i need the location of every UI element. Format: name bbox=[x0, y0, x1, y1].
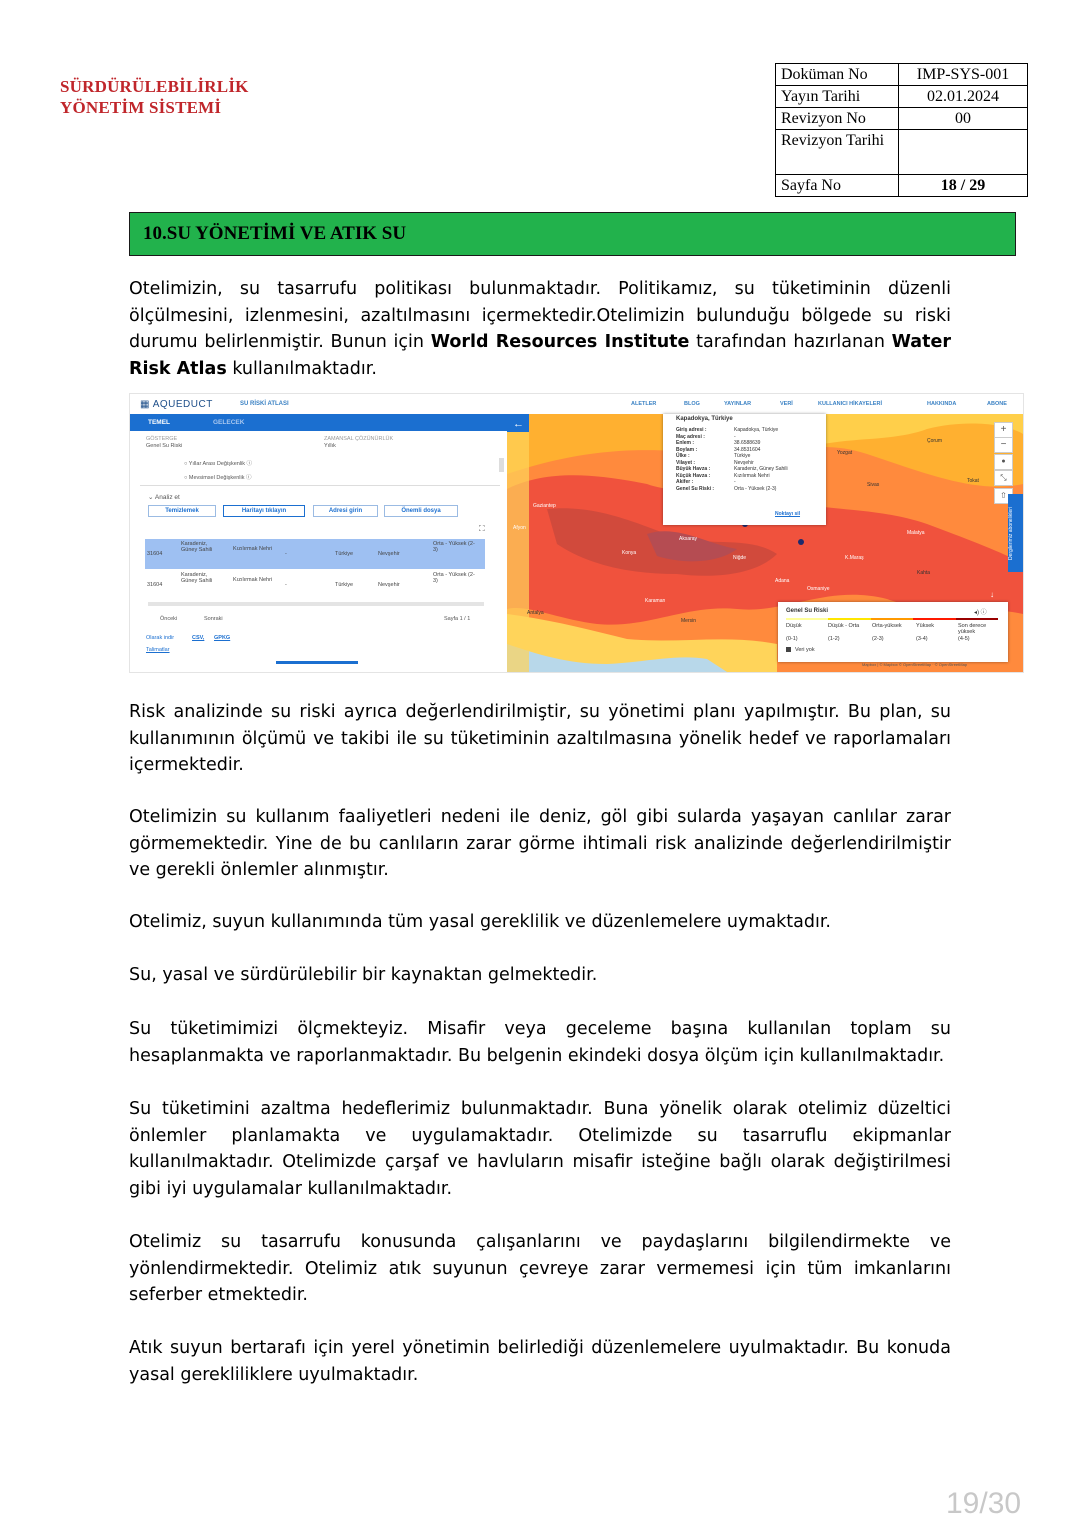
legend-swatch bbox=[871, 618, 913, 620]
popup-field: Küçük Havza : Kızılırmak Nehri bbox=[676, 472, 770, 479]
popup-field: Maç adresi : - bbox=[676, 433, 736, 440]
legend-range: (3-4) bbox=[916, 636, 928, 642]
page-indicator: Sayfa 1 / 1 bbox=[444, 616, 471, 622]
meta-value bbox=[899, 130, 1028, 175]
meta-key: Yayın Tarihi bbox=[776, 86, 899, 108]
svg-text:←: ← bbox=[513, 418, 524, 430]
svg-text:Malatya: Malatya bbox=[907, 530, 925, 536]
download-csv-link[interactable]: CSV, bbox=[192, 635, 205, 641]
next-button[interactable]: Sonraki bbox=[204, 616, 223, 622]
svg-text:Osmaniye: Osmaniye bbox=[807, 586, 830, 592]
table-row[interactable]: 31604 Karadeniz, Güney Sahili Kızılırmak Nehri - Türkiye Nevşehir Orta - Yüksek (2-3) bbox=[147, 572, 475, 588]
brand-line-2: YÖNETİM SİSTEMİ bbox=[60, 98, 222, 117]
gosterge-label: GÖSTERGE bbox=[146, 436, 178, 442]
clear-button[interactable]: Temizlemek bbox=[148, 505, 216, 517]
divider bbox=[140, 485, 500, 486]
legend-title: Genel Su Riski bbox=[786, 608, 829, 614]
paragraph: Su tüketimimizi ölçmekteyiz. Misafir veya geceleme başına kullanılan toplam su hesaplanmakta ve raporlanmaktadır. Bu belgenin ekindeki dosya ölçüm için kullanılmaktadır. bbox=[129, 1019, 951, 1066]
popup-field: Giriş adresi : Kapadokya, Türkiye bbox=[676, 427, 779, 433]
svg-text:Mersin: Mersin bbox=[681, 618, 697, 624]
popup-fields bbox=[676, 427, 821, 492]
intro-atlas: Water Risk Atlas bbox=[129, 332, 951, 379]
meta-value: 18 / 29 bbox=[899, 175, 1028, 197]
paragraph: Otelimiz su tasarrufu konusunda çalışanlarını ve paydaşlarını bilgilendirmekte ve yönlendirmektedir. Otelimiz atık suyunun çevreye zarar vermemesi için tüm imkanlarını seferber etmektedir. bbox=[129, 1232, 951, 1305]
legend-info-icon[interactable]: ◂) ⓘ bbox=[974, 610, 987, 616]
nav-item[interactable]: VERİ bbox=[780, 401, 793, 407]
table-hscroll[interactable] bbox=[148, 602, 484, 606]
svg-text:Mapbox | © Mapbox © OpenStreet: Mapbox | © Mapbox © OpenStreetMap · © OpenStreetMap bbox=[862, 662, 968, 667]
risk-legend bbox=[778, 602, 1008, 662]
paragraph: Risk analizinde su riski ayrıca değerlendirilmiştir, su yönetimi planı yapılmıştır. Bu plan, su kullanımının ölçümü ve takibi ile su tüketiminin azaltılmasına yönelik hedef ve raporlamaları içermektedir. bbox=[129, 702, 951, 775]
legend-range: (1-2) bbox=[828, 636, 840, 642]
popup-field: Boylam : 34.8531604 bbox=[676, 446, 761, 453]
popup-field: Akifer : - bbox=[676, 479, 736, 485]
option-yillar-arasi[interactable]: ○ Yıllar Arası Değişkenlik ⓘ bbox=[184, 461, 253, 467]
legend-label: Düşük bbox=[786, 623, 802, 629]
svg-text:Afyon: Afyon bbox=[513, 525, 526, 531]
meta-key: Doküman No bbox=[776, 64, 899, 86]
svg-text:Niğde: Niğde bbox=[733, 555, 747, 561]
nav-item[interactable]: YAYINLAR bbox=[724, 401, 752, 407]
legend-swatch bbox=[786, 618, 828, 620]
popup-field: Büyük Havza : Karadeniz, Güney Sahili bbox=[676, 466, 788, 472]
nav-item[interactable]: BLOG bbox=[684, 401, 700, 407]
sidebar-tabs bbox=[130, 414, 507, 431]
nav-item[interactable]: ALETLER bbox=[631, 401, 657, 407]
svg-text:Karaman: Karaman bbox=[645, 598, 666, 604]
legend-range: (2-3) bbox=[872, 636, 884, 642]
meta-key: Sayfa No bbox=[776, 175, 899, 197]
aqueduct-screenshot bbox=[129, 393, 1024, 673]
popup-field: Enlem : 38.6588639 bbox=[676, 440, 761, 446]
meta-value: IMP-SYS-001 bbox=[899, 64, 1028, 86]
table-row[interactable]: 31604 Karadeniz, Güney Sahili Kızılırmak Nehri - Türkiye Nevşehir Orta - Yüksek (2-3) bbox=[145, 539, 485, 569]
zaman-label: ZAMANSAL ÇÖZÜNÜRLÜK bbox=[324, 436, 394, 442]
zaman-select[interactable]: Yıllık bbox=[324, 443, 336, 449]
svg-text:Aksaray: Aksaray bbox=[679, 536, 698, 542]
aqueduct-sidebar bbox=[130, 414, 507, 672]
meta-value: 02.01.2024 bbox=[899, 86, 1028, 108]
paragraph: Atık suyun bertarafı için yerel yönetimin belirlediği düzenlemelere uyulmaktadır. Bu konuda yasal gerekliliklere uyulmaktadır. bbox=[129, 1338, 951, 1385]
intro-text-1: Otelimizin, su tasarrufu politikası bulunmaktadır. Politikamız, su tüketiminin düzenli ölçülmesini, izlenmesini, azaltılmasını içermektedir.Otelimizin bulunduğu bölgede su riski durumu belirlenmiştir. Bunun için bbox=[129, 279, 951, 352]
locate-icon[interactable]: ● bbox=[994, 454, 1013, 470]
sidebar-accent-bar bbox=[276, 661, 358, 664]
download-label: Olarak indir bbox=[146, 635, 175, 641]
nodata-swatch bbox=[786, 647, 791, 652]
legend-color-bar bbox=[786, 618, 998, 620]
meta-row bbox=[776, 64, 1028, 86]
svg-text:Gaziantep: Gaziantep bbox=[533, 503, 556, 509]
gosterge-select[interactable]: Genel Su Riski bbox=[146, 443, 183, 449]
svg-text:Adana: Adana bbox=[775, 578, 790, 584]
meta-row bbox=[776, 86, 1028, 108]
enter-address-button[interactable]: Adresi girin bbox=[313, 505, 378, 517]
meta-row bbox=[776, 175, 1028, 197]
meta-row bbox=[776, 130, 1028, 175]
section-banner bbox=[129, 212, 1016, 256]
svg-text:Sivas: Sivas bbox=[867, 482, 880, 488]
nav-item[interactable]: HAKKINDA bbox=[927, 401, 957, 407]
aqueduct-logo-subtitle: SU RİSKİ ATLASI bbox=[240, 401, 289, 407]
prev-button[interactable]: Önceki bbox=[160, 616, 178, 622]
analiz-header[interactable]: ⌄ Analiz et bbox=[148, 494, 180, 501]
delete-point-link[interactable]: Noktayı sil bbox=[775, 511, 801, 517]
brand-title bbox=[60, 76, 249, 118]
sidebar-scrollbar[interactable] bbox=[499, 458, 504, 472]
legend-label: Düşük - Orta bbox=[828, 623, 860, 629]
share-icon[interactable]: ⇧ bbox=[994, 488, 1013, 504]
svg-text:Antalya: Antalya bbox=[527, 610, 544, 616]
import-file-button[interactable]: Önemli dosya bbox=[384, 505, 458, 517]
zoom-out-icon[interactable]: − bbox=[994, 437, 1013, 453]
aqueduct-logo[interactable]: ▦ AQUEDUCT bbox=[140, 399, 213, 410]
meta-row bbox=[776, 108, 1028, 130]
section-title: 10.SU YÖNETİMİ VE ATIK SU bbox=[143, 223, 407, 244]
expand-icon[interactable]: ⛶ bbox=[479, 524, 485, 533]
svg-text:Kahta: Kahta bbox=[917, 570, 931, 576]
intro-text-2: tarafından hazırlanan bbox=[689, 332, 892, 352]
meta-value: 00 bbox=[899, 108, 1028, 130]
legend-range: (0-1) bbox=[786, 636, 798, 642]
legend-range: (4-5) bbox=[958, 636, 970, 642]
svg-text:Çorum: Çorum bbox=[927, 438, 943, 444]
legend-swatch bbox=[828, 618, 870, 620]
legend-swatch bbox=[956, 618, 998, 620]
intro-text-3: kullanılmaktadır. bbox=[226, 358, 377, 379]
intro-paragraph bbox=[129, 276, 951, 382]
paragraph: Otelimizin su kullanım faaliyetleri nedeni ile deniz, göl gibi sularda yaşayan canlılar zarar görmemektedir. Yine de bu canlıların zarar görme ihtimali risk analizinde değerlendirilmiştir ve gerekli önlemler alınmıştır. bbox=[129, 807, 951, 880]
instructions-link[interactable]: Talimatlar bbox=[146, 647, 170, 653]
tab-temel[interactable]: TEMEL bbox=[148, 419, 171, 426]
brand-line-1: SÜRDÜRÜLEBİLİRLİK bbox=[60, 77, 249, 96]
document-meta-table bbox=[775, 63, 1028, 197]
svg-text:Tokat: Tokat bbox=[967, 478, 979, 484]
legend-swatch bbox=[913, 618, 955, 620]
meta-key: Revizyon Tarihi bbox=[776, 130, 899, 175]
popup-field: Ülke : Türkiye bbox=[676, 453, 751, 459]
page-number: 19/30 bbox=[946, 1487, 1022, 1520]
popup-title: Kapadokya, Türkiye bbox=[676, 416, 733, 422]
aqueduct-topbar bbox=[130, 394, 1023, 415]
paragraph: Otelimiz, suyun kullanımında tüm yasal gereklilik ve düzenlemelere uymaktadır. bbox=[129, 912, 831, 932]
nav-item[interactable]: KULLANICI HİKAYELERİ bbox=[818, 401, 882, 407]
legend-label: Son derece yüksek bbox=[958, 623, 987, 635]
option-mevsimsel[interactable]: ○ Mevsimsel Değişkenlik ⓘ bbox=[184, 475, 252, 481]
svg-text:Yozgat: Yozgat bbox=[837, 450, 853, 456]
zoom-in-icon[interactable]: + bbox=[994, 422, 1013, 438]
svg-text:Konya: Konya bbox=[622, 550, 637, 556]
meta-key: Revizyon No bbox=[776, 108, 899, 130]
map-click-button[interactable]: Haritayı tıklayın bbox=[223, 505, 305, 517]
download-icon[interactable]: ↓ bbox=[990, 590, 994, 599]
location-popup bbox=[663, 414, 826, 525]
legend-nodata: Veri yok bbox=[795, 647, 815, 653]
nav-item[interactable]: ABONE bbox=[987, 401, 1007, 407]
paragraph: Su tüketimini azaltma hedeflerimiz bulunmaktadır. Buna yönelik olarak otelimiz düzeltici önlemler planlamakta ve uygulamaktadır. Otelimizde su tasarruflu ekipmanlar kullanılmaktadır. Otelimizde çarşaf ve havluların misafir isteğine bağlı olarak değiştirilmesi gibi iyi uygulamalar kullanılmaktadır. bbox=[129, 1099, 951, 1199]
paragraph: Su, yasal ve sürdürülebilir bir kaynaktan gelmektedir. bbox=[129, 965, 598, 985]
fullscreen-icon[interactable]: ⤡ bbox=[994, 470, 1013, 486]
tab-gelecek[interactable]: GELECEK bbox=[213, 419, 245, 426]
svg-text:K.Maraş: K.Maraş bbox=[845, 555, 864, 561]
download-gpkg-link[interactable]: GPKG bbox=[214, 635, 231, 641]
legend-label: Orta-yüksek bbox=[872, 623, 902, 629]
popup-field: Genel Su Riski : Orta - Yüksek (2-3) bbox=[676, 485, 777, 492]
intro-wri: World Resources Institute bbox=[430, 332, 690, 352]
popup-field: Vilayet : Nevşehir bbox=[676, 459, 754, 466]
legend-label: Yüksek bbox=[916, 623, 935, 629]
subscribe-side-tab[interactable]: Dergilerimiz abonelikleri bbox=[1008, 494, 1023, 572]
